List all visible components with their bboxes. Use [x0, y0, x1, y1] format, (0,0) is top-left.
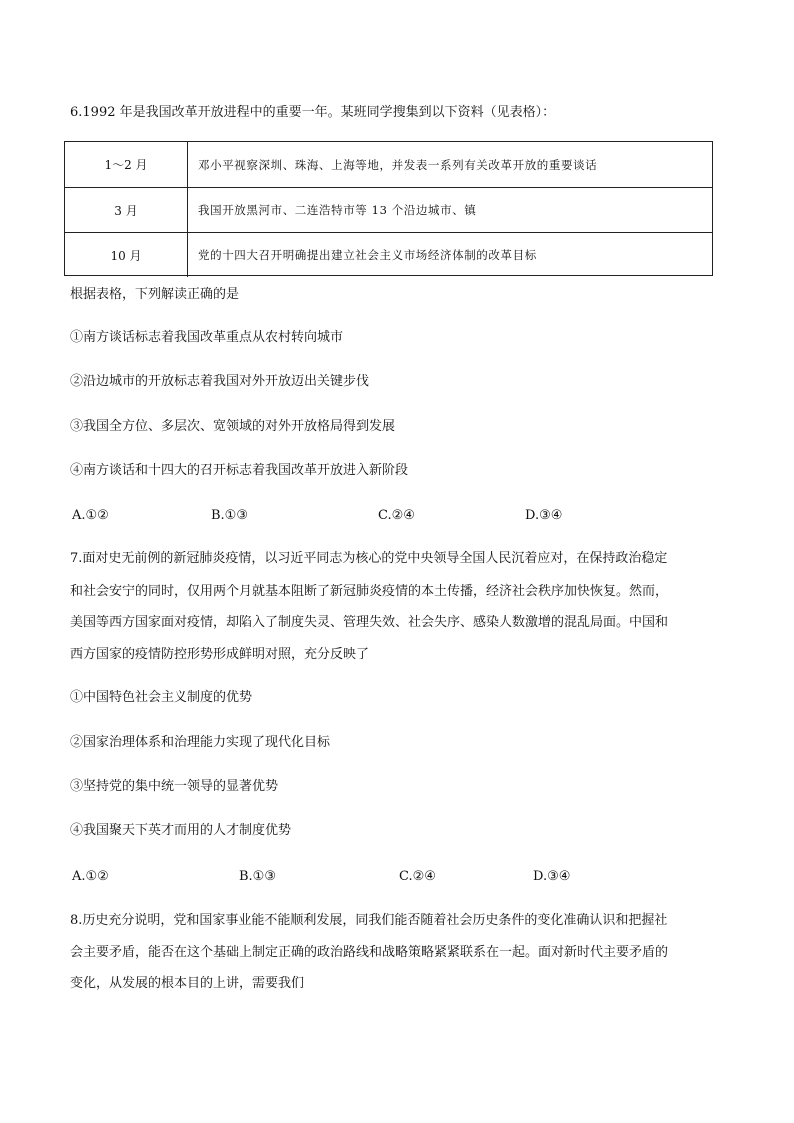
option-a[interactable]: A.①②: [72, 508, 109, 523]
table-row: [65, 232, 712, 277]
q8-line-2: 会主要矛盾，能否在这个基础上制定正确的政治路线和战略策略紧紧联系在一起。面对新时代主要矛盾的: [70, 945, 669, 960]
table-cell-time: 10 月: [65, 233, 188, 277]
table-cell-event: 党的十四大召开明确提出建立社会主义市场经济体制的改革目标: [198, 248, 537, 262]
q6-item-2: ②沿边城市的开放标志着我国对外开放迈出关键步伐: [70, 374, 370, 389]
q7-line-2: 和社会安宁的同时，仅用两个月就基本阻断了新冠肺炎疫情的本土传播，经济社会秩序加快恢复。然而，: [70, 584, 669, 599]
q7-item-1: ①中国特色社会主义制度的优势: [70, 690, 253, 705]
q7-options: [0, 869, 794, 885]
option-a[interactable]: A.①②: [72, 869, 109, 884]
table-row: [65, 187, 712, 232]
table-cell-event: 我国开放黑河市、二连浩特市等 13 个沿边城市、镇: [198, 203, 477, 217]
q7-item-3: ③坚持党的集中统一领导的显著优势: [70, 779, 279, 794]
q7-item-4: ④我国聚天下英才而用的人才制度优势: [70, 823, 292, 838]
option-d[interactable]: D.③④: [533, 869, 571, 884]
option-d[interactable]: D.③④: [525, 508, 563, 523]
q8-line-1: 8.历史充分说明，党和国家事业能不能顺利发展，同我们能否随着社会历史条件的变化准确认识和把握社: [70, 913, 668, 928]
q6-stem: 6.1992 年是我国改革开放进程中的重要一年。某班同学搜集到以下资料（见表格）：: [70, 105, 556, 120]
q7-line-1: 7.面对史无前例的新冠肺炎疫情，以习近平同志为核心的党中央领导全国人民沉着应对，在保持政治稳定: [70, 551, 668, 566]
q6-table: [64, 141, 713, 276]
q6-prompt: 根据表格，下列解读正确的是: [70, 287, 240, 302]
q6-item-3: ③我国全方位、多层次、宽领域的对外开放格局得到发展: [70, 419, 396, 434]
option-c[interactable]: C.②④: [399, 869, 436, 884]
option-b[interactable]: B.①③: [239, 869, 276, 884]
option-c[interactable]: C.②④: [378, 508, 415, 523]
table-row: [65, 142, 712, 187]
q7-line-4: 西方国家的疫情防控形势形成鲜明对照，充分反映了: [70, 647, 370, 662]
table-cell-time: 1～2 月: [65, 142, 188, 187]
table-cell-event: 邓小平视察深圳、珠海、上海等地，并发表一系列有关改革开放的重要谈话: [198, 157, 598, 172]
q7-line-3: 美国等西方国家面对疫情，却陷入了制度失灵、管理失效、社会失序、感染人数激增的混乱局面。中国和: [70, 615, 669, 630]
q6-options: [0, 508, 794, 524]
table-cell-time: 3 月: [65, 188, 188, 232]
q8-line-3: 变化，从发展的根本目的上讲，需要我们: [70, 976, 305, 991]
q7-item-2: ②国家治理体系和治理能力实现了现代化目标: [70, 735, 331, 750]
q6-item-4: ④南方谈话和十四大的召开标志着我国改革开放进入新阶段: [70, 463, 409, 478]
q6-item-1: ①南方谈话标志着我国改革重点从农村转向城市: [70, 330, 344, 345]
option-b[interactable]: B.①③: [211, 508, 248, 523]
